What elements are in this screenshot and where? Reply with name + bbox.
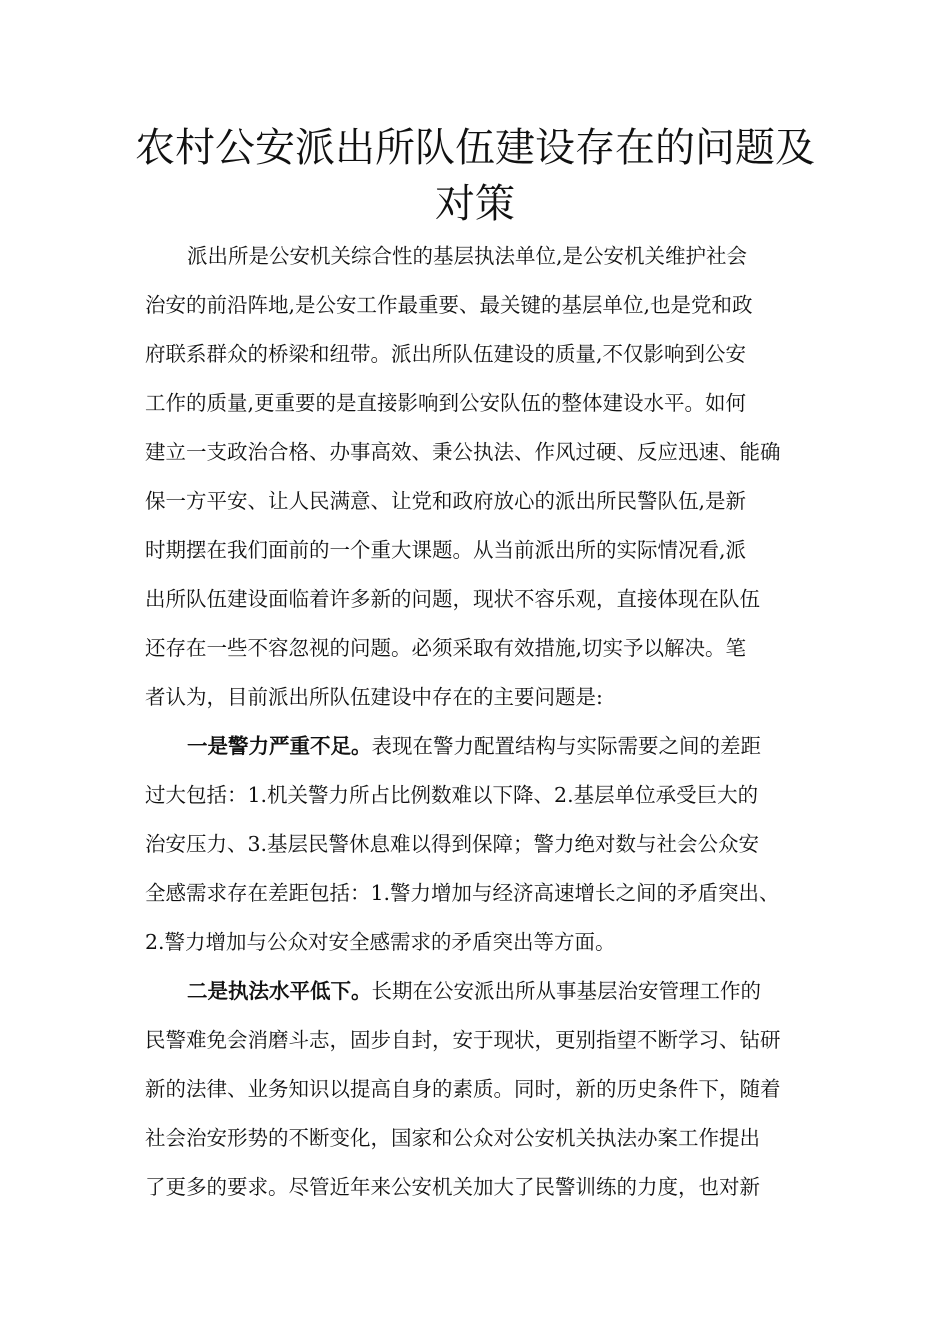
text-line: 全感需求存在差距包括：1.警力增加与经济高速增长之间的矛盾突出、 — [145, 881, 780, 905]
text-line: 保一方平安、让人民满意、让党和政府放心的派出所民警队伍,是新 — [145, 489, 747, 513]
text-line: 治安的前沿阵地,是公安工作最重要、最关键的基层单位,也是党和政 — [145, 293, 753, 317]
title-line-1: 农村公安派出所队伍建设存在的问题及 — [135, 125, 815, 171]
text-line: 了更多的要求。尽管近年来公安机关加大了民警训练的力度，也对新 — [145, 1175, 760, 1199]
text-line — [145, 722, 817, 771]
text-line: 派出所是公安机关综合性的基层执法单位,是公安机关维护社会 — [187, 244, 748, 268]
text-line: 民警难免会消磨斗志，固步自封，安于现状，更别指望不断学习、钻研 — [145, 1028, 781, 1052]
text-line: 府联系群众的桥梁和纽带。派出所队伍建设的质量,不仅影响到公安 — [145, 342, 747, 366]
paragraph-law-enforcement — [145, 967, 817, 1212]
text-line: 新的法律、业务知识以提高自身的素质。同时，新的历史条件下，随着 — [145, 1077, 781, 1101]
paragraph-police-shortage — [145, 722, 817, 967]
paragraph-lead-heading: 二是执法水平低下。 — [187, 979, 372, 1003]
text-line: 2.警力增加与公众对安全感需求的矛盾突出等方面。 — [145, 930, 616, 954]
document-body — [145, 232, 817, 1212]
title-line-2: 对策 — [435, 181, 515, 227]
paragraph-intro — [145, 232, 817, 722]
text-line — [145, 967, 817, 1016]
text-line: 建立一支政治合格、办事高效、秉公执法、作风过硬、反应迅速、能确 — [145, 440, 781, 464]
text-line: 社会治安形势的不断变化，国家和公众对公安机关执法办案工作提出 — [145, 1126, 760, 1150]
document-title — [0, 120, 950, 232]
text-line: 治安压力、3.基层民警休息难以得到保障；警力绝对数与社会公众安 — [145, 832, 760, 856]
text-line: 出所队伍建设面临着许多新的问题，现状不容乐观，直接体现在队伍 — [145, 587, 760, 611]
text-line: 工作的质量,更重要的是直接影响到公安队伍的整体建设水平。如何 — [145, 391, 747, 415]
text-line: 者认为，目前派出所队伍建设中存在的主要问题是: — [145, 685, 603, 709]
paragraph-lead-text: 表现在警力配置结构与实际需要之间的差距 — [371, 734, 761, 758]
paragraph-lead-heading: 一是警力严重不足。 — [187, 734, 372, 758]
text-line: 还存在一些不容忽视的问题。必须采取有效措施,切实予以解决。笔 — [145, 636, 747, 660]
text-line: 过大包括：1.机关警力所占比例数难以下降、2.基层单位承受巨大的 — [145, 783, 759, 807]
paragraph-lead-text: 长期在公安派出所从事基层治安管理工作的 — [371, 979, 761, 1003]
text-line: 时期摆在我们面前的一个重大课题。从当前派出所的实际情况看,派 — [145, 538, 747, 562]
